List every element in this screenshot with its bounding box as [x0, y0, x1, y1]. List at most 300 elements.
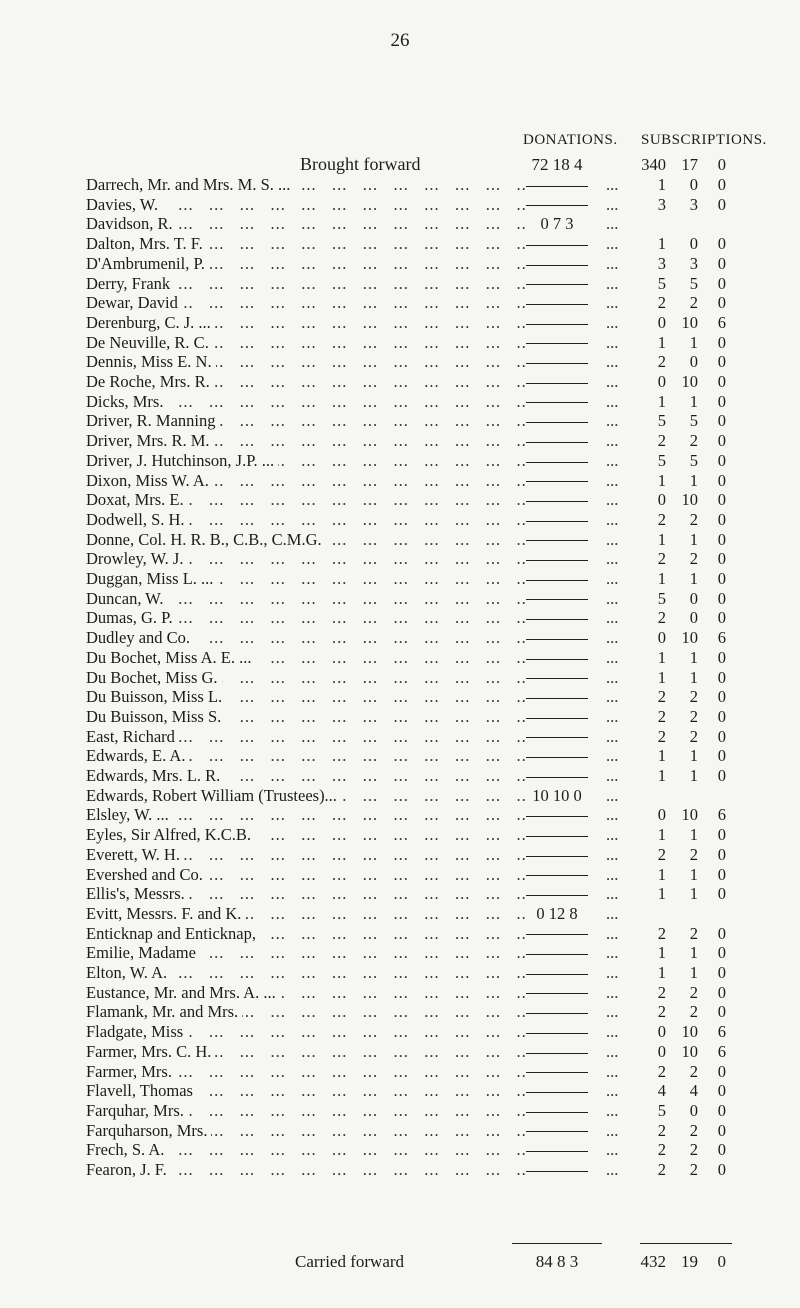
subscriber-name-text: Davidson, R.	[86, 214, 177, 233]
donation-amount	[512, 746, 602, 765]
empty-dash	[526, 1131, 588, 1132]
shillings: 19	[681, 1252, 698, 1271]
dot-leader: ...	[606, 214, 619, 234]
empty-dash	[526, 1112, 588, 1113]
shillings: 1	[689, 391, 698, 411]
subscriber-name-text: Davies, W.	[86, 195, 162, 214]
donation-amount	[512, 727, 602, 746]
subscriber-name	[86, 411, 526, 430]
subscriber-name	[86, 924, 526, 943]
empty-dash	[526, 383, 588, 384]
shillings: 0	[689, 175, 698, 194]
empty-dash	[526, 718, 588, 719]
page-number: 26	[390, 30, 410, 51]
list-item	[0, 628, 800, 647]
pence: 0	[717, 293, 726, 313]
subscriber-name	[86, 589, 526, 608]
pounds: 2	[657, 726, 666, 746]
list-item	[0, 333, 800, 352]
shillings: 1	[689, 884, 698, 904]
list-item	[0, 451, 800, 470]
empty-dash	[526, 954, 588, 955]
subscriber-name	[86, 1062, 526, 1081]
subscriber-name	[86, 195, 526, 214]
subscriber-name-text: Driver, J. Hutchinson, J.P. ...	[86, 451, 278, 470]
pence: 0	[717, 1081, 726, 1101]
pounds: 2	[657, 509, 666, 529]
pence: 0	[717, 1140, 726, 1160]
list-item	[0, 904, 800, 923]
empty-dash	[526, 856, 588, 857]
pounds: 0	[657, 1022, 666, 1042]
shillings: 2	[689, 1002, 698, 1022]
subscriber-name-text: Fladgate, Miss	[86, 1022, 187, 1041]
subscriber-name	[86, 608, 526, 627]
list-item	[0, 1160, 800, 1179]
pence: 0	[717, 549, 726, 569]
empty-dash	[526, 540, 588, 541]
pence: 0	[717, 746, 726, 766]
dot-leader: ...	[606, 450, 619, 470]
pence: 6	[717, 1041, 726, 1061]
subscriber-name	[86, 1160, 526, 1179]
shillings: 2	[689, 982, 698, 1002]
subscriber-name-text: Derry, Frank	[86, 274, 174, 293]
pence: 0	[717, 234, 726, 254]
pounds: 1	[657, 175, 666, 194]
donation-amount	[512, 707, 602, 726]
empty-dash	[526, 284, 588, 285]
dot-leader: ...	[606, 766, 619, 785]
pounds: 0	[657, 490, 666, 510]
empty-dash	[526, 599, 588, 600]
empty-dash	[526, 639, 588, 640]
pounds: 432	[640, 1252, 666, 1271]
donation-amount	[512, 943, 602, 962]
dot-leader: ...	[606, 1041, 619, 1061]
pounds: 1	[657, 234, 666, 254]
pounds: 1	[657, 667, 666, 687]
pence: 6	[717, 805, 726, 825]
empty-dash	[526, 560, 588, 561]
donation-amount	[512, 924, 602, 943]
empty-dash	[526, 481, 588, 482]
list-item	[0, 1062, 800, 1081]
dot-leader: ...	[606, 844, 619, 864]
list-item	[0, 1101, 800, 1120]
pounds: 0	[657, 312, 666, 332]
empty-dash	[526, 1072, 588, 1073]
pence: 0	[717, 884, 726, 904]
pounds: 2	[657, 923, 666, 943]
subscriber-name-text: Edwards, E. A.	[86, 746, 189, 765]
pence: 0	[717, 982, 726, 1002]
dot-leader: ...	[606, 588, 619, 608]
list-item	[0, 983, 800, 1002]
subscriber-name	[86, 352, 526, 371]
donation-amount	[512, 510, 602, 529]
subscriber-name	[86, 865, 526, 884]
pounds: 1	[657, 470, 666, 490]
pounds: 2	[657, 982, 666, 1002]
dot-leader: ...	[606, 687, 619, 707]
pounds: 1	[657, 766, 666, 785]
pounds: 4	[657, 1081, 666, 1101]
list-item	[0, 549, 800, 568]
shillings: 1	[689, 470, 698, 490]
subscriber-name-text: Du Buisson, Miss L.	[86, 687, 226, 706]
donation-amount	[512, 648, 602, 667]
dot-leader: ...	[606, 549, 619, 569]
subscriber-name-text: Dumas, G. P.	[86, 608, 177, 627]
pounds: 0	[657, 628, 666, 648]
donation-amount	[512, 175, 602, 194]
list-item	[0, 490, 800, 509]
shillings: 3	[689, 253, 698, 273]
donation-amount	[512, 313, 602, 332]
pence: 0	[717, 155, 726, 174]
dot-leader: ...	[606, 352, 619, 372]
shillings: 0	[689, 352, 698, 372]
pence: 0	[717, 647, 726, 667]
subscriber-name	[86, 274, 526, 293]
shillings: 10	[681, 805, 698, 825]
donation-amount	[512, 589, 602, 608]
dot-leader: ...	[606, 667, 619, 687]
donation-amount	[512, 628, 602, 647]
pounds: 2	[657, 1140, 666, 1160]
subscriber-name	[86, 746, 526, 765]
empty-dash	[526, 1053, 588, 1054]
shillings: 5	[689, 273, 698, 293]
list-item	[0, 825, 800, 844]
brought-forward-donations: 72 18 4	[531, 155, 583, 174]
empty-dash	[526, 836, 588, 837]
subscriber-name-text: Drowley, W. J.	[86, 549, 187, 568]
pounds: 2	[657, 293, 666, 313]
pounds: 340	[641, 155, 666, 174]
dot-leader: ...	[606, 372, 619, 391]
empty-dash	[526, 521, 588, 522]
dot-leader: ...	[606, 628, 619, 648]
pounds: 1	[657, 647, 666, 667]
dot-leader: ...	[606, 982, 619, 1002]
subscriber-name-text: Farquharson, Mrs.	[86, 1121, 211, 1140]
subscriber-name-text: Duncan, W.	[86, 589, 167, 608]
pence: 0	[717, 1252, 726, 1271]
list-item	[0, 589, 800, 608]
dot-leader: ...	[606, 963, 619, 982]
pounds: 3	[657, 194, 666, 214]
dot-leader: ...	[606, 470, 619, 490]
pence: 0	[717, 509, 726, 529]
list-item	[0, 1081, 800, 1100]
subscriber-name	[86, 431, 526, 450]
pence: 0	[717, 194, 726, 214]
dot-leader: ...	[606, 805, 619, 825]
list-item	[0, 884, 800, 903]
subscriber-name-text: Enticknap and Enticknap,	[86, 924, 260, 943]
pence: 0	[717, 844, 726, 864]
subscriber-name	[86, 549, 526, 568]
list-item	[0, 372, 800, 391]
donation-amount	[512, 372, 602, 391]
subscriber-name-text: Farquhar, Mrs.	[86, 1101, 188, 1120]
subscriber-name	[86, 727, 526, 746]
list-item	[0, 1121, 800, 1140]
list-item	[0, 214, 800, 233]
subscriber-name-text: Elton, W. A.	[86, 963, 171, 982]
dot-leader: ...	[606, 431, 619, 451]
subscriber-name-text: De Neuville, R. C.	[86, 333, 213, 352]
list-item	[0, 471, 800, 490]
shillings: 0	[689, 1100, 698, 1120]
empty-dash	[526, 245, 588, 246]
pounds: 2	[657, 1061, 666, 1081]
empty-dash	[526, 363, 588, 364]
pence: 0	[717, 706, 726, 726]
donation-amount	[512, 608, 602, 627]
shillings: 2	[689, 706, 698, 726]
shillings: 2	[689, 509, 698, 529]
pence: 0	[717, 864, 726, 884]
subscriber-name-text: Evitt, Messrs. F. and K.	[86, 904, 245, 923]
pence: 0	[717, 529, 726, 549]
shillings: 2	[689, 549, 698, 569]
subscriber-name	[86, 1140, 526, 1159]
donation-amount	[512, 845, 602, 864]
shillings: 3	[689, 194, 698, 214]
empty-dash	[526, 442, 588, 443]
subscriber-name-text: Driver, Mrs. R. M.	[86, 431, 214, 450]
donation-amount	[512, 1002, 602, 1021]
subscriber-name	[86, 392, 526, 411]
donation-amount	[512, 687, 602, 706]
donation-amount	[512, 234, 602, 253]
subscriber-name	[86, 1002, 526, 1021]
empty-dash	[526, 875, 588, 876]
pence: 0	[717, 411, 726, 431]
donation-amount	[512, 983, 602, 1002]
subscriber-name	[86, 510, 526, 529]
dot-leader: ...	[606, 785, 619, 805]
subscriber-name-text: Du Bochet, Miss G.	[86, 668, 222, 687]
subscriber-name-text: Dodwell, S. H.	[86, 510, 189, 529]
subscriber-name-text: East, Richard	[86, 727, 179, 746]
subscriber-name-text: Everett, W. H.	[86, 845, 184, 864]
pence: 0	[717, 470, 726, 490]
subscriber-name	[86, 963, 526, 982]
pounds: 2	[657, 352, 666, 372]
subscriber-name-text: Dalton, Mrs. T. F.	[86, 234, 207, 253]
list-item	[0, 786, 800, 805]
dot-leader: ...	[606, 509, 619, 529]
dot-leader: ...	[606, 825, 619, 845]
pounds: 5	[657, 588, 666, 608]
pence: 0	[717, 1002, 726, 1022]
empty-dash	[526, 777, 588, 778]
pounds: 5	[657, 273, 666, 293]
empty-dash	[526, 1092, 588, 1093]
shillings: 2	[689, 726, 698, 746]
empty-dash	[526, 580, 588, 581]
donation-amount	[512, 865, 602, 884]
donation-amount	[512, 1042, 602, 1061]
subscriber-name-text: Edwards, Robert William (Trustees)...	[86, 786, 341, 805]
shillings: 4	[689, 1081, 698, 1101]
subscriber-name-text: Evershed and Co.	[86, 865, 207, 884]
subscriber-name	[86, 1042, 526, 1061]
pence: 0	[717, 569, 726, 588]
subscriber-name-text: Darrech, Mr. and Mrs. M. S. ...	[86, 175, 294, 194]
pounds: 5	[657, 450, 666, 470]
pence: 6	[717, 1022, 726, 1042]
dot-leader: ...	[606, 1160, 619, 1179]
dot-leader: ...	[606, 175, 619, 194]
donation-amount	[512, 352, 602, 371]
pence: 0	[717, 175, 726, 194]
empty-dash	[526, 659, 588, 660]
donation-amount	[512, 333, 602, 352]
list-item	[0, 569, 800, 588]
empty-dash	[526, 895, 588, 896]
subscriber-name-text: Dudley and Co.	[86, 628, 194, 647]
pounds: 1	[657, 332, 666, 352]
shillings: 2	[689, 1120, 698, 1140]
pounds: 1	[657, 943, 666, 963]
pence: 0	[717, 1120, 726, 1140]
shillings: 10	[681, 628, 698, 648]
shillings: 0	[689, 234, 698, 254]
donation-amount	[512, 569, 602, 588]
dot-leader: ...	[606, 312, 619, 332]
subscriber-name	[86, 943, 526, 962]
donation-amount	[512, 471, 602, 490]
pounds: 0	[657, 1041, 666, 1061]
pence: 6	[717, 312, 726, 332]
subscriber-name-text: Flamank, Mr. and Mrs.	[86, 1002, 242, 1021]
subscriber-name	[86, 983, 526, 1002]
pounds: 2	[657, 1160, 666, 1179]
subscriber-name-text: Du Bochet, Miss A. E. ...	[86, 648, 255, 667]
list-item	[0, 530, 800, 549]
donation-amount	[512, 411, 602, 430]
shillings: 1	[689, 667, 698, 687]
subscriber-name	[86, 766, 526, 785]
donation-amount	[512, 1081, 602, 1100]
pounds: 1	[657, 864, 666, 884]
pounds: 1	[657, 391, 666, 411]
dot-leader: ...	[606, 569, 619, 588]
pounds: 1	[657, 529, 666, 549]
list-item	[0, 431, 800, 450]
list-item	[0, 352, 800, 371]
list-item	[0, 963, 800, 982]
shillings: 2	[689, 1160, 698, 1179]
subscriber-name	[86, 490, 526, 509]
subscriber-name-text: Elsley, W. ...	[86, 805, 173, 824]
shillings: 1	[689, 529, 698, 549]
empty-dash	[526, 934, 588, 935]
subscriber-name	[86, 668, 526, 687]
pence: 0	[717, 1061, 726, 1081]
subscriber-name	[86, 1081, 526, 1100]
subscriber-name	[86, 254, 526, 273]
dot-leader: ...	[606, 194, 619, 214]
subscriber-name	[86, 707, 526, 726]
shillings: 10	[681, 1022, 698, 1042]
subscriber-name-text: D'Ambrumenil, P.	[86, 254, 209, 273]
subscriptions-header: SUBSCRIPTIONS.	[641, 132, 767, 148]
shillings: 0	[689, 588, 698, 608]
dot-leader: ...	[606, 864, 619, 884]
donation-amount	[512, 1121, 602, 1140]
empty-dash	[526, 186, 588, 187]
pence: 6	[717, 628, 726, 648]
donation-amount	[512, 668, 602, 687]
subscriber-name-text: Ellis's, Messrs.	[86, 884, 189, 903]
shillings: 1	[689, 647, 698, 667]
empty-dash	[526, 974, 588, 975]
subscriber-name	[86, 628, 526, 647]
subscriber-name	[86, 333, 526, 352]
subscriber-name	[86, 805, 526, 824]
subscriber-name	[86, 234, 526, 253]
shillings: 1	[689, 963, 698, 982]
list-item	[0, 293, 800, 312]
list-item	[0, 687, 800, 706]
pounds: 1	[657, 825, 666, 845]
subscriber-name	[86, 569, 526, 588]
subscriber-name-text: Emilie, Madame	[86, 943, 200, 962]
list-item	[0, 274, 800, 293]
dot-leader: ...	[606, 1002, 619, 1022]
donation-amount	[512, 825, 602, 844]
shillings: 10	[681, 490, 698, 510]
subscriber-name-text: Dixon, Miss W. A.	[86, 471, 213, 490]
subscriber-name	[86, 884, 526, 903]
donations-header: DONATIONS.	[523, 132, 618, 148]
list-item	[0, 254, 800, 273]
pence: 0	[717, 490, 726, 510]
donation-amount	[512, 392, 602, 411]
pence: 0	[717, 391, 726, 411]
shillings: 1	[689, 332, 698, 352]
subscriber-name	[86, 214, 526, 233]
subscriber-name	[86, 372, 526, 391]
dot-leader: ...	[606, 884, 619, 904]
subscriber-name-text: Eustance, Mr. and Mrs. A. ...	[86, 983, 280, 1002]
dot-leader: ...	[606, 746, 619, 766]
dot-leader: ...	[606, 1022, 619, 1042]
donation-amount	[512, 549, 602, 568]
pence: 0	[717, 588, 726, 608]
shillings: 1	[689, 569, 698, 588]
donation-amount	[512, 1160, 602, 1179]
subscriber-name-text: Farmer, Mrs. C. H.	[86, 1042, 215, 1061]
empty-dash	[526, 1171, 588, 1172]
donation-amount	[512, 1022, 602, 1041]
pence: 0	[717, 943, 726, 963]
dot-leader: ...	[606, 234, 619, 254]
dot-leader: ...	[606, 647, 619, 667]
donation-amount: 0 12 8	[536, 903, 578, 923]
pounds: 5	[657, 411, 666, 431]
donation-amount	[512, 805, 602, 824]
subscriber-name-text: Duggan, Miss L. ...	[86, 569, 217, 588]
shillings: 2	[689, 844, 698, 864]
subscriber-name-text: Edwards, Mrs. L. R.	[86, 766, 224, 785]
